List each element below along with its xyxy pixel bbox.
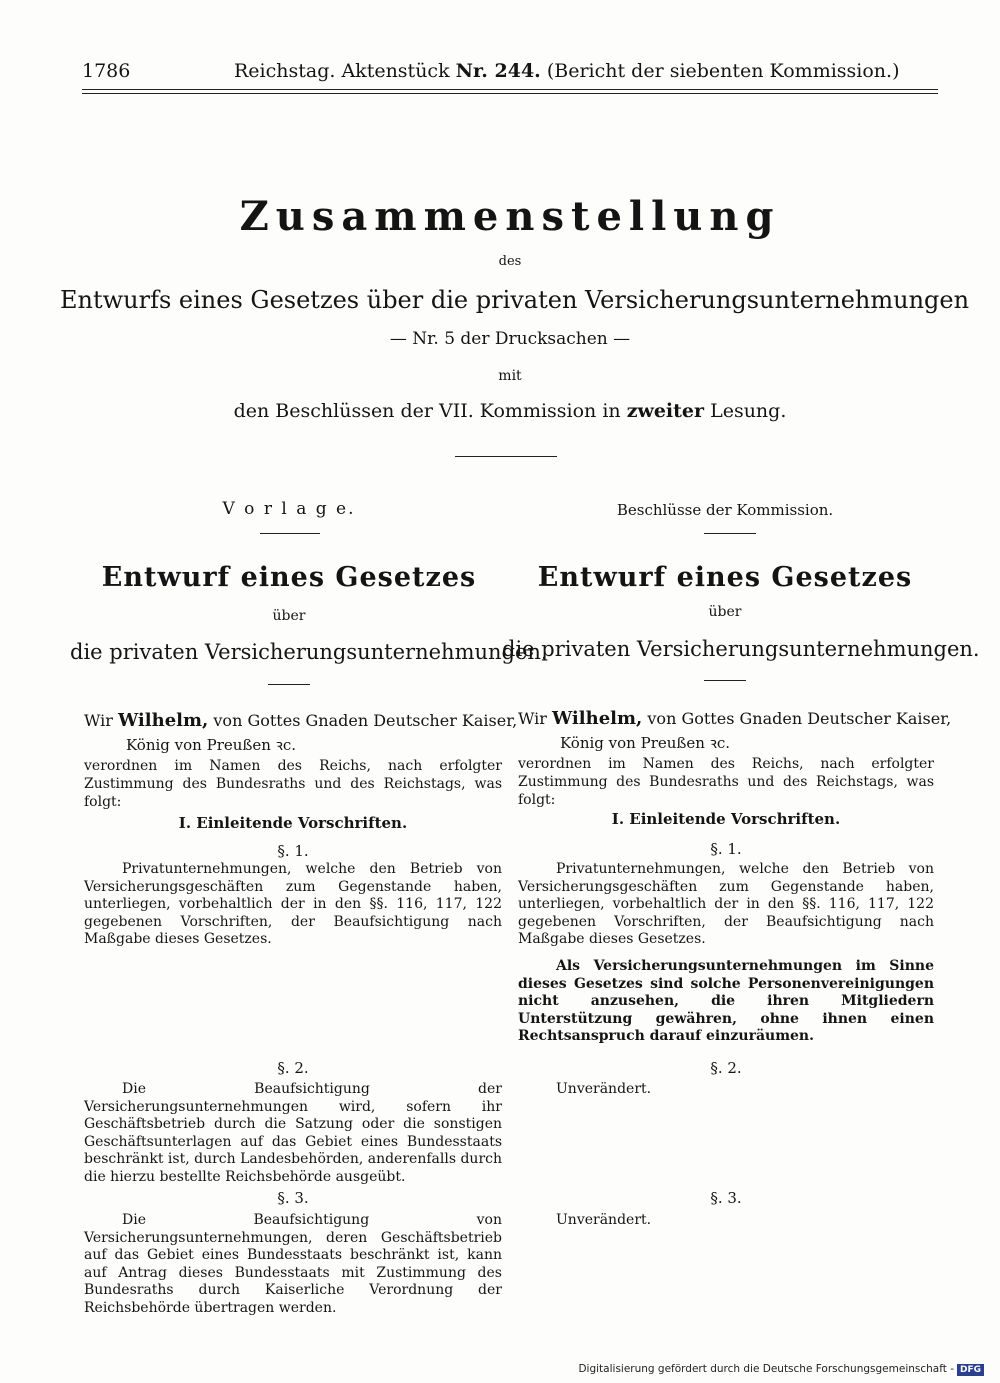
document-title: Zusammenstellung (239, 193, 781, 240)
left-section-1: §. 1. (277, 842, 309, 860)
running-title-suffix: (Bericht der siebenten Kommission.) (546, 60, 900, 82)
left-entwurf: Entwurf eines Gesetzes (101, 562, 477, 593)
running-title-prefix: Reichstag. Aktenstück (234, 60, 450, 82)
page-number: 1786 (82, 60, 131, 82)
left-intro-line2: König von Preußen ꝛc. (126, 736, 297, 754)
header-rule-2 (82, 93, 938, 94)
right-section-3-text: Unverändert. (556, 1212, 652, 1228)
right-section-2-text: Unverändert. (556, 1081, 652, 1097)
right-ueber: über (708, 604, 742, 620)
left-section-3: §. 3. (277, 1189, 309, 1207)
right-section-2: §. 2. (710, 1059, 742, 1077)
left-heading: V o r l a g e. (222, 499, 356, 519)
right-subject-rule (704, 680, 746, 681)
title-des: des (498, 254, 522, 269)
right-section-1: §. 1. (710, 840, 742, 858)
right-intro-title: von Gottes Gnaden Deutscher Kaiser, (647, 709, 952, 728)
right-intro-wir: Wir (518, 709, 547, 728)
title-beschluesse-bold: zweiter (626, 400, 705, 422)
right-intro-line3: verordnen im Namen des Reichs, nach erfolgter Zustimmung des Bundesraths und des Reichstags, was folgt: (518, 756, 934, 808)
title-subject: Entwurfs eines Gesetzes über die privaten Versicherungsunternehmungen (60, 286, 970, 314)
title-beschluesse-prefix: den Beschlüssen der VII. Kommission in (233, 400, 621, 422)
running-title (234, 60, 900, 82)
right-section-3: §. 3. (710, 1189, 742, 1207)
left-chapter-heading: I. Einleitende Vorschriften. (178, 814, 408, 832)
right-subject: die privaten Versicherungsunternehmungen. (502, 637, 980, 661)
left-section-1-text: Privatunternehmungen, welche den Betrieb von Versicherungsgeschäften zum Gegenstande haben, unterliegen, vorbehaltlich der in den §§. 116, 117, 122 gegebenen Vorschriften, der Beaufsichtigung nach Maßgabe dieses Gesetzes. (84, 861, 502, 947)
right-section-1-added-text: Als Versicherungsunternehmungen im Sinne dieses Gesetzes sind solche Personenvereinigungen nicht anzusehen, die ihren Mitgliedern Unterstützung gewähren, ohne ihnen einen Rechtsanspruch darauf einzuräumen. (518, 958, 934, 1044)
title-divider (455, 456, 557, 457)
right-intro-line1 (518, 708, 952, 729)
left-subject-rule (268, 684, 310, 685)
right-intro-line2: König von Preußen ꝛc. (560, 734, 731, 752)
right-section-1-text: Privatunternehmungen, welche den Betrieb von Versicherungsgeschäften zum Gegenstande haben, unterliegen, vorbehaltlich der in den §§. 116, 117, 122 gegebenen Vorschriften, der Beaufsichtigung nach Maßgabe dieses Gesetzes. (518, 861, 934, 947)
left-intro-name: Wilhelm, (118, 710, 209, 731)
left-ueber: über (272, 608, 306, 624)
dfg-logo: DFG (957, 1364, 984, 1376)
running-title-number: Nr. 244. (455, 60, 541, 82)
left-section-2: §. 2. (277, 1059, 309, 1077)
title-drucksachen: — Nr. 5 der Drucksachen — (389, 329, 631, 349)
left-section-3-text: Die Beaufsichtigung von Versicherungsunternehmungen, deren Geschäftsbetrieb auf das Gebiet eines Bundesstaats beschränkt ist, kann auf Antrag dieses Bundesstaats mit Zustimmung des Bundesraths durch Kaiserliche Verordnung der Reichsbehörde übertragen werden. (84, 1212, 502, 1316)
left-subject: die privaten Versicherungsunternehmungen. (70, 640, 548, 664)
left-intro-line3: verordnen im Namen des Reichs, nach erfolgter Zustimmung des Bundesraths und des Reichstags, was folgt: (84, 758, 502, 810)
footer-credit (578, 1363, 984, 1376)
title-beschluesse-suffix: Lesung. (710, 400, 787, 422)
left-intro-wir: Wir (84, 711, 113, 730)
right-heading-rule (704, 533, 756, 534)
title-beschluesse (100, 400, 920, 422)
right-entwurf: Entwurf eines Gesetzes (537, 562, 913, 593)
footer-text: Digitalisierung gefördert durch die Deutsche Forschungsgemeinschaft - (578, 1363, 954, 1375)
title-mit: mit (498, 368, 522, 384)
left-intro-title: von Gottes Gnaden Deutscher Kaiser, (213, 711, 518, 730)
left-heading-rule (260, 533, 320, 534)
right-intro-name: Wilhelm, (552, 708, 643, 729)
header-rule (82, 89, 938, 90)
left-intro-line1 (84, 710, 518, 731)
right-chapter-heading: I. Einleitende Vorschriften. (611, 810, 841, 828)
right-heading: Beschlüsse der Kommission. (616, 501, 834, 519)
left-section-2-text: Die Beaufsichtigung der Versicherungsunternehmungen wird, sofern ihr Geschäftsbetrieb durch die Satzung oder die sonstigen Geschäftsunterlagen auf das Gebiet eines Bundesstaats beschränkt ist, durch Landesbehörden, anderenfalls durch die hierzu bestellte Reichsbehörde ausgeübt. (84, 1081, 502, 1185)
